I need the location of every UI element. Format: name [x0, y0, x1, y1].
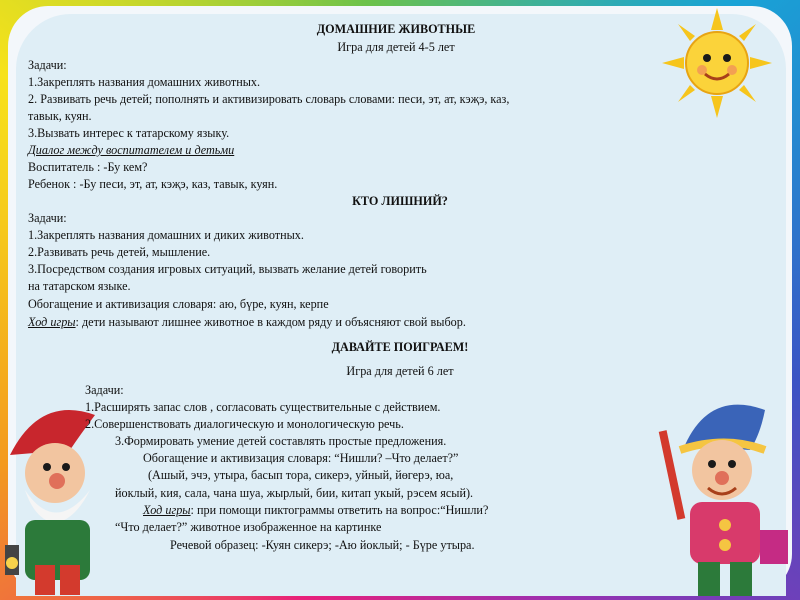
section2-task3b: на татарском языке. [28, 279, 131, 293]
section2-tasks-label: Задачи: [28, 211, 67, 225]
section3-move-label: Ход игры [143, 503, 191, 517]
section3-sample: Речевой образец: -Куян сикерэ; -Аю йоклый; - Бүре утыра. [170, 538, 475, 552]
section2-task3: 3.Посредством создания игровых ситуаций, вызвать желание детей говорить [28, 262, 427, 276]
section1-dialog-label: Диалог между воспитателем и детьми [28, 143, 235, 157]
section1-task2b: тавык, куян. [28, 109, 92, 123]
section1-task3: 3.Вызвать интерес к татарскому языку. [28, 126, 230, 140]
section3-tasks-label: Задачи: [85, 383, 124, 397]
section3-task3: 3.Формировать умение детей составлять простые предложения. [115, 434, 447, 448]
section2-task2: 2.Развивать речь детей, мышление. [28, 245, 211, 259]
section3-move-line [143, 502, 488, 518]
section2-move-line [28, 314, 466, 330]
section2-vocab: Обогащение и активизация словаря: аю, бүре, куян, керпе [28, 297, 329, 311]
section2-task1: 1.Закреплять названия домашних и диких животных. [28, 228, 304, 242]
section1-subtitle: Игра для детей 4-5 лет [337, 40, 455, 54]
section3-vocab2: (Ашый, эчэ, утыра, басып тора, сикерэ, уйный, йөгерэ, юа, [148, 468, 454, 482]
section1-child-line: Ребенок : -Бу песи, эт, ат, кэҗэ, каз, тавык, куян. [28, 177, 278, 191]
section1-teacher-line: Воспитатель : -Бу кем? [28, 160, 148, 174]
section3-task1: 1.Расширять запас слов , согласовать существительные с действием. [85, 400, 441, 414]
section1-task2: 2. Развивать речь детей; пополнять и активизировать словарь словами: песи, эт, ат, кэҗэ, каз, [28, 92, 510, 106]
section1-tasks-label: Задачи: [28, 58, 67, 72]
section3-vocab: Обогащение и активизация словаря: “Нишли? –Что делает?” [143, 451, 459, 465]
section2-move-label: Ход игры [28, 315, 76, 329]
section3-move-text: : при помощи пиктограммы ответить на вопрос:“Нишли? [190, 503, 489, 517]
section3-vocab3: йоклый, кия, сала, чана шуа, жырлый, бии, китап укый, рэсем ясый). [115, 486, 474, 500]
section3-task2: 2.Совершенствовать диалогическую и монологическую речь. [85, 417, 404, 431]
section2-move-text: : дети называют лишнее животное в каждом ряду и объясняют свой выбор. [75, 315, 466, 329]
section1-title: ДОМАШНИЕ ЖИВОТНЫЕ [316, 22, 476, 36]
section3-title: ДАВАЙТЕ ПОИГРАЕМ! [331, 340, 469, 354]
section2-title: КТО ЛИШНИЙ? [352, 194, 448, 208]
sun-icon [662, 8, 772, 118]
section3-move-text2: “Что делает?” животное изображенное на картинке [115, 520, 382, 534]
section3-subtitle: Игра для детей 6 лет [346, 364, 454, 378]
gnome-right-illustration [650, 390, 800, 600]
section1-task1: 1.Закреплять названия домашних животных. [28, 75, 261, 89]
